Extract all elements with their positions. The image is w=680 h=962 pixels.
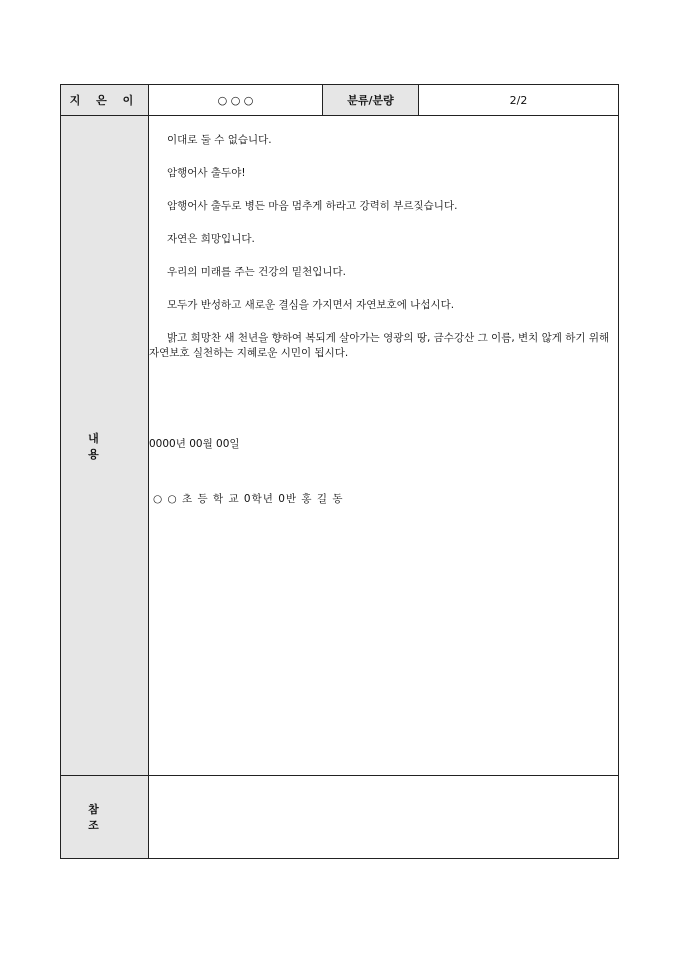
content-row (61, 116, 619, 776)
content-label: 내 용 (88, 431, 121, 461)
composition-form (60, 84, 619, 859)
content-cell (149, 116, 619, 776)
author-label-cell (61, 85, 149, 116)
reference-value (149, 776, 619, 859)
date-line: 0000년 00월 00일 (149, 438, 240, 450)
content-line: 암행어사 출두야! (167, 167, 246, 179)
content-line: 자연은 희망입니다. (167, 233, 255, 245)
category-label: 분류/분량 (323, 85, 419, 116)
content-line: 모두가 반성하고 새로운 결심을 가지면서 자연보호에 나섭시다. (167, 299, 455, 311)
header-row (61, 85, 619, 116)
author-value: ○ ○ ○ (149, 85, 323, 116)
author-label: 지 은 이 (69, 94, 140, 107)
signer-line: ○ ○ 초 등 학 교 0학년 0반 홍 길 동 (153, 493, 344, 505)
category-value: 2/2 (419, 85, 619, 116)
reference-label-cell (61, 776, 149, 859)
reference-label: 참 조 (88, 803, 121, 832)
content-label-cell (61, 116, 149, 776)
content-line: 암행어사 출두로 병든 마음 멈추게 하라고 강력히 부르짖습니다. (167, 200, 458, 212)
content-line: 밝고 희망찬 새 천년을 향하여 복되게 살아가는 영광의 땅, 금수강산 그 이름, 변치 않게 하기 위해 자연보호 실천하는 지혜로운 시민이 됩시다. (149, 332, 610, 359)
reference-row (61, 776, 619, 859)
content-line: 우리의 미래를 주는 건강의 밑천입니다. (167, 266, 346, 278)
content-line: 이대로 둘 수 없습니다. (167, 134, 272, 146)
